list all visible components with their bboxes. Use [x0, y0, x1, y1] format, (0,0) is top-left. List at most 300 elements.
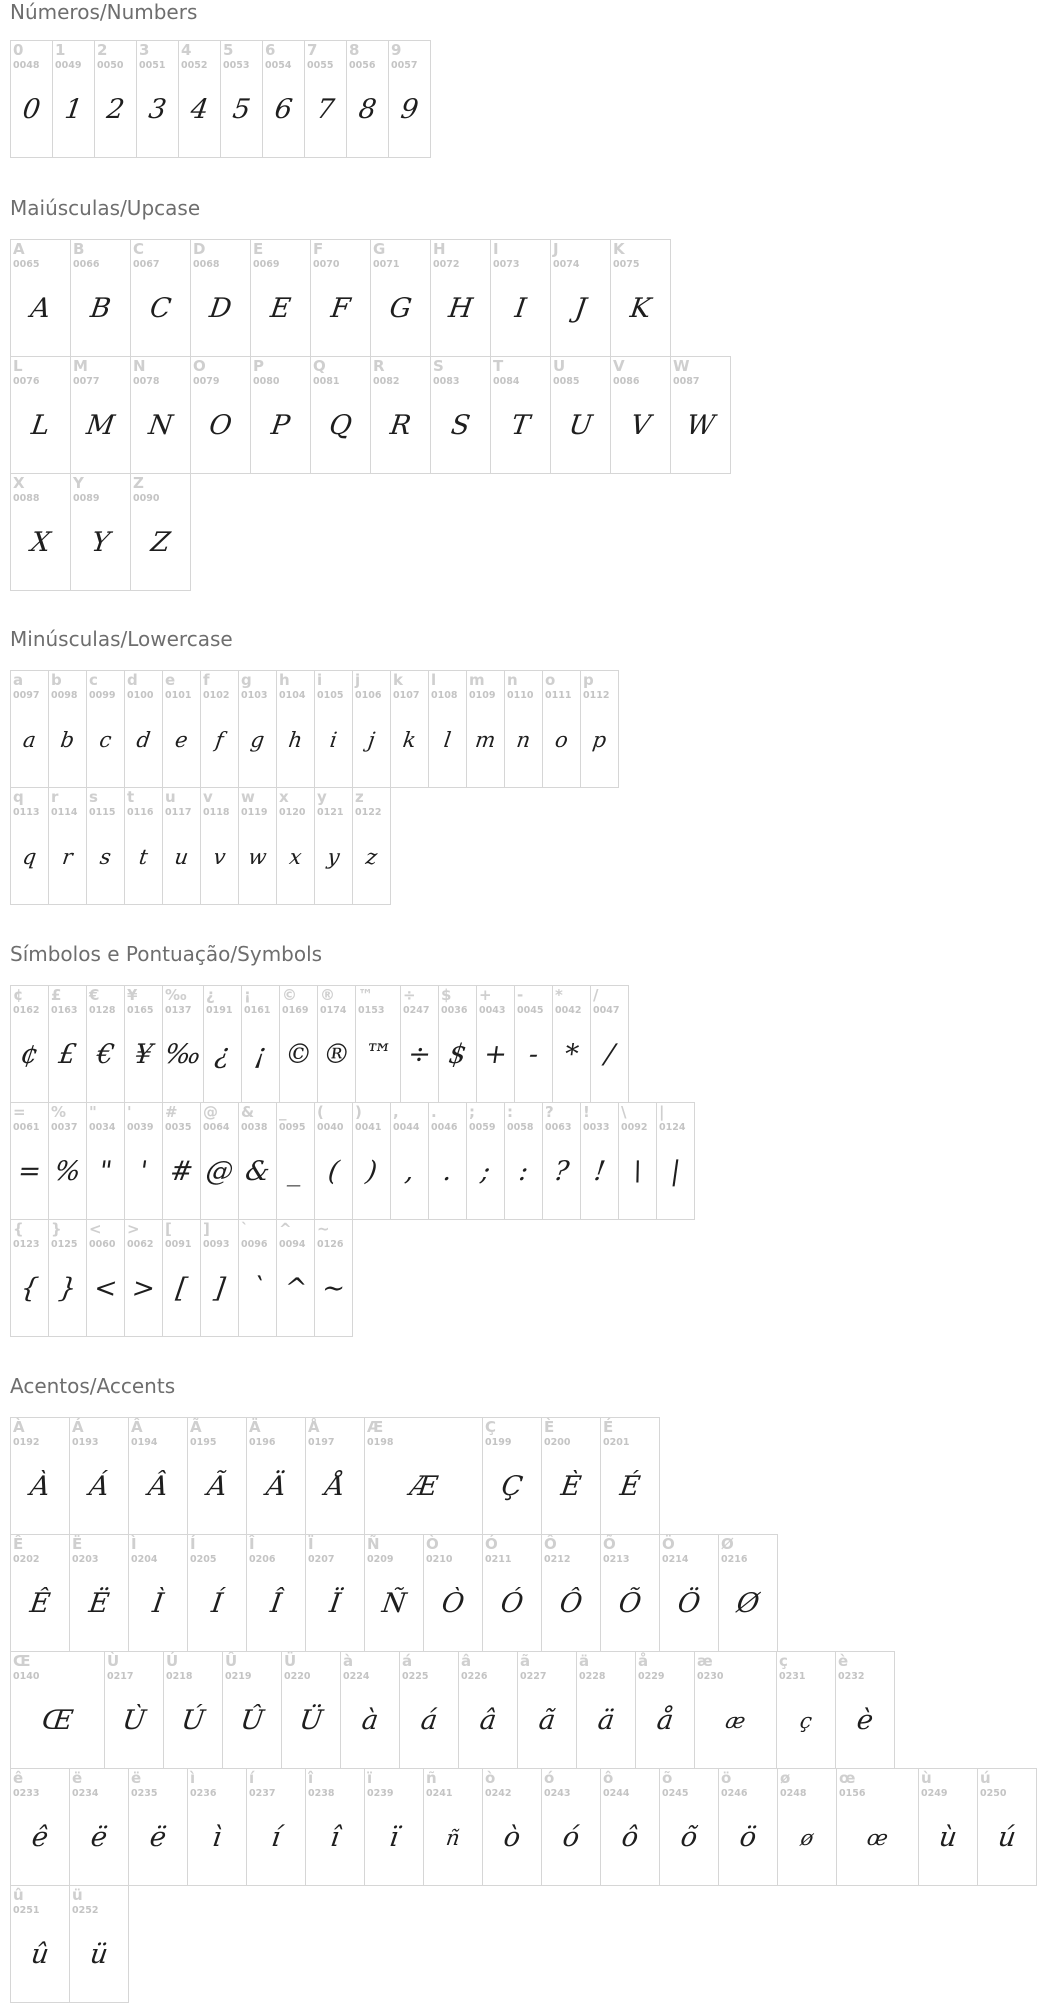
glyph-code: 0165	[127, 1005, 154, 1016]
glyph-code: 0241	[426, 1788, 453, 1799]
glyph-cell	[10, 1768, 70, 1886]
glyph-sample: ¥	[132, 1039, 155, 1070]
glyph-cell	[918, 1768, 978, 1886]
glyph-code: 0079	[193, 376, 220, 387]
glyph-code: 0038	[241, 1122, 268, 1133]
glyph-code: 0048	[13, 60, 40, 71]
glyph-label: Ê	[13, 1535, 24, 1553]
glyph-sample: :	[516, 1156, 531, 1187]
glyph-code: 0058	[507, 1122, 534, 1133]
glyph-sample: H	[446, 293, 475, 324]
glyph-label: r	[51, 788, 59, 806]
glyph-code: 0228	[579, 1671, 606, 1682]
glyph-cell	[399, 1651, 459, 1769]
glyph-sample: â	[477, 1705, 499, 1736]
glyph-code: 0192	[13, 1437, 40, 1448]
glyph-sample: x	[287, 845, 304, 869]
glyph-code: 0218	[166, 1671, 193, 1682]
glyph-cell	[200, 787, 239, 905]
glyph-label: F	[313, 240, 324, 258]
glyph-sample: l	[442, 728, 453, 752]
glyph-cell	[314, 787, 353, 905]
glyph-sample: ö	[737, 1822, 759, 1853]
glyph-sample: Û	[238, 1705, 266, 1736]
glyph-code: 0101	[165, 690, 192, 701]
glyph-code: 0042	[555, 1005, 582, 1016]
glyph-sample: 0	[20, 94, 43, 125]
glyph-code: 0225	[402, 1671, 429, 1682]
glyph-cell	[576, 1651, 636, 1769]
glyph-sample: ÷	[406, 1039, 434, 1070]
glyph-label: O	[193, 357, 206, 375]
glyph-sample: À	[28, 1471, 52, 1502]
glyph-cell	[136, 40, 179, 158]
glyph-code: 0115	[89, 807, 116, 818]
glyph-cell	[977, 1768, 1037, 1886]
glyph-label: s	[89, 788, 98, 806]
glyph-label: N	[133, 357, 146, 375]
glyph-sample: m	[473, 728, 498, 752]
glyph-sample: F	[329, 293, 353, 324]
glyph-code: 0202	[13, 1554, 40, 1565]
glyph-sample: d	[135, 728, 152, 752]
glyph-label: 5	[223, 41, 234, 59]
glyph-code: 0072	[433, 259, 460, 270]
glyph-code: 0074	[553, 259, 580, 270]
glyph-label: ~	[317, 1220, 330, 1238]
glyph-sample: Ö	[675, 1588, 703, 1619]
glyph-sample: i	[328, 728, 339, 752]
glyph-code: 0064	[203, 1122, 230, 1133]
glyph-code: 0217	[107, 1671, 134, 1682]
glyph-cell	[162, 787, 201, 905]
glyph-label: }	[51, 1220, 62, 1238]
glyph-sample: ì	[210, 1822, 224, 1853]
glyph-code: 0071	[373, 259, 400, 270]
glyph-label: 8	[349, 41, 360, 59]
glyph-label: P	[253, 357, 264, 375]
glyph-code: 0067	[133, 259, 160, 270]
glyph-cell	[162, 1102, 201, 1220]
glyph-code: 0229	[638, 1671, 665, 1682]
glyph-sample: o	[553, 728, 570, 752]
glyph-code: 0204	[131, 1554, 158, 1565]
glyph-row	[10, 1885, 128, 2003]
glyph-sample: 4	[188, 94, 211, 125]
glyph-sample: t	[137, 845, 150, 869]
glyph-label: è	[838, 1652, 849, 1670]
glyph-label: %	[51, 1103, 67, 1121]
glyph-code: 0073	[493, 259, 520, 270]
glyph-sample: ã	[536, 1705, 558, 1736]
glyph-cell	[635, 1651, 695, 1769]
glyph-code: 0125	[51, 1239, 78, 1250]
glyph-code: 0224	[343, 1671, 370, 1682]
glyph-code: 0226	[461, 1671, 488, 1682]
glyph-label: T	[493, 357, 504, 375]
glyph-sample: Ø	[734, 1588, 762, 1619]
glyph-cell	[550, 239, 611, 357]
glyph-row	[10, 985, 628, 1103]
glyph-code: 0049	[55, 60, 82, 71]
glyph-cell	[10, 1417, 70, 1535]
glyph-cell	[580, 670, 619, 788]
glyph-code: 0086	[613, 376, 640, 387]
glyph-code: 0105	[317, 690, 344, 701]
glyph-cell	[48, 1219, 87, 1337]
glyph-sample: 8	[356, 94, 379, 125]
glyph-sample: ¢	[18, 1039, 41, 1070]
glyph-cell	[10, 473, 71, 591]
glyph-cell	[346, 40, 389, 158]
glyph-label: ã	[520, 1652, 531, 1670]
glyph-label: m	[469, 671, 485, 689]
glyph-label: i	[317, 671, 323, 689]
glyph-cell	[238, 787, 277, 905]
glyph-sample: õ	[678, 1822, 700, 1853]
glyph-row	[10, 1417, 659, 1535]
glyph-label: û	[13, 1886, 24, 1904]
section-title: Minúsculas/Lowercase	[10, 627, 233, 651]
glyph-sample: ~	[320, 1273, 348, 1304]
glyph-cell	[552, 985, 591, 1103]
glyph-label: `	[241, 1220, 249, 1238]
glyph-code: 0212	[544, 1554, 571, 1565]
glyph-label: c	[89, 671, 98, 689]
glyph-label: ó	[544, 1769, 555, 1787]
glyph-cell	[305, 1534, 365, 1652]
glyph-code: 0227	[520, 1671, 547, 1682]
glyph-sample: ó	[560, 1822, 582, 1853]
glyph-cell	[124, 787, 163, 905]
glyph-code: 0098	[51, 690, 78, 701]
glyph-label: õ	[662, 1769, 673, 1787]
glyph-cell	[10, 1219, 49, 1337]
glyph-sample: W	[684, 410, 717, 441]
glyph-label: 2	[97, 41, 108, 59]
glyph-sample: Ì	[150, 1588, 166, 1619]
glyph-code: 0093	[203, 1239, 230, 1250]
glyph-cell	[124, 670, 163, 788]
glyph-code: 0046	[431, 1122, 458, 1133]
glyph-code: 0036	[441, 1005, 468, 1016]
glyph-sample: z	[364, 845, 379, 869]
glyph-label: A	[13, 240, 25, 258]
glyph-label: ;	[469, 1103, 475, 1121]
glyph-sample: p	[591, 728, 608, 752]
glyph-label: ©	[282, 986, 297, 1004]
glyph-cell	[48, 787, 87, 905]
glyph-label: ú	[980, 1769, 991, 1787]
glyph-cell	[10, 985, 49, 1103]
glyph-cell	[104, 1651, 164, 1769]
glyph-label: ê	[13, 1769, 24, 1787]
glyph-row	[10, 1219, 352, 1337]
glyph-sample: Ê	[28, 1588, 53, 1619]
glyph-sample: q	[21, 845, 38, 869]
glyph-cell	[10, 670, 49, 788]
glyph-sample: G	[387, 293, 414, 324]
glyph-sample: -	[526, 1039, 541, 1070]
glyph-code: 0051	[139, 60, 166, 71]
glyph-label: Æ	[367, 1418, 384, 1436]
glyph-sample: #	[168, 1156, 196, 1187]
glyph-code: 0246	[721, 1788, 748, 1799]
glyph-sample: Æ	[407, 1471, 440, 1502]
glyph-label: C	[133, 240, 145, 258]
glyph-cell	[163, 1651, 223, 1769]
glyph-label: U	[553, 357, 566, 375]
glyph-cell	[310, 239, 371, 357]
glyph-code: 0075	[613, 259, 640, 270]
glyph-label: 4	[181, 41, 192, 59]
glyph-cell	[276, 787, 315, 905]
glyph-label: ì	[190, 1769, 196, 1787]
glyph-code: 0103	[241, 690, 268, 701]
glyph-row	[10, 1534, 777, 1652]
glyph-sample: R	[388, 410, 413, 441]
glyph-sample: <	[92, 1273, 120, 1304]
glyph-cell	[48, 985, 87, 1103]
glyph-label: |	[659, 1103, 665, 1121]
glyph-cell	[70, 473, 131, 591]
glyph-code: 0121	[317, 807, 344, 818]
glyph-sample: ë	[147, 1822, 169, 1853]
glyph-code: 0052	[181, 60, 208, 71]
glyph-sample: ø	[798, 1826, 816, 1850]
glyph-code: 0194	[131, 1437, 158, 1448]
glyph-cell	[276, 1219, 315, 1337]
glyph-sample: É	[618, 1471, 643, 1502]
glyph-code: 0108	[431, 690, 458, 701]
glyph-sample: è	[854, 1705, 876, 1736]
glyph-label: J	[553, 240, 559, 258]
glyph-code: 0252	[72, 1905, 99, 1916]
glyph-code: 0193	[72, 1437, 99, 1448]
glyph-code: 0237	[249, 1788, 276, 1799]
glyph-cell	[694, 1651, 777, 1769]
glyph-sample: [	[174, 1273, 190, 1304]
glyph-code: 0244	[603, 1788, 630, 1799]
glyph-label: @	[203, 1103, 218, 1121]
glyph-sample: e	[173, 728, 190, 752]
glyph-code: 0248	[780, 1788, 807, 1799]
glyph-code: 0243	[544, 1788, 571, 1799]
glyph-label: ü	[72, 1886, 83, 1904]
glyph-code: 0102	[203, 690, 230, 701]
glyph-label: Ç	[485, 1418, 497, 1436]
glyph-cell	[52, 40, 95, 158]
glyph-cell	[610, 356, 671, 474]
glyph-sample: J	[572, 293, 589, 324]
glyph-cell	[86, 1102, 125, 1220]
glyph-code: 0201	[603, 1437, 630, 1448]
glyph-label: &	[241, 1103, 255, 1121]
glyph-cell	[600, 1417, 660, 1535]
glyph-sample: È	[559, 1471, 584, 1502]
glyph-sample: å	[654, 1705, 676, 1736]
glyph-label: Q	[313, 357, 326, 375]
glyph-code: 0082	[373, 376, 400, 387]
glyph-label: ï	[367, 1769, 373, 1787]
glyph-sample: ^	[282, 1273, 310, 1304]
glyph-label: I	[493, 240, 499, 258]
glyph-cell	[222, 1651, 282, 1769]
glyph-label: #	[165, 1103, 178, 1121]
glyph-code: 0198	[367, 1437, 394, 1448]
glyph-cell	[352, 670, 391, 788]
glyph-code: 0213	[603, 1554, 630, 1565]
glyph-label: ù	[921, 1769, 932, 1787]
glyph-code: 0111	[545, 690, 572, 701]
glyph-cell	[600, 1534, 660, 1652]
glyph-code: 0251	[13, 1905, 40, 1916]
glyph-code: 0040	[317, 1122, 344, 1133]
glyph-label: -	[517, 986, 524, 1004]
glyph-code: 0044	[393, 1122, 420, 1133]
glyph-cell	[466, 1102, 505, 1220]
glyph-code: 0106	[355, 690, 382, 701]
glyph-row	[10, 356, 730, 474]
glyph-cell	[364, 1534, 424, 1652]
glyph-cell	[305, 1417, 365, 1535]
glyph-sample: á	[418, 1705, 440, 1736]
glyph-label: (	[317, 1103, 324, 1121]
glyph-label: x	[279, 788, 289, 806]
glyph-label: X	[13, 474, 25, 492]
glyph-label: ë	[72, 1769, 83, 1787]
glyph-sample: í	[269, 1822, 283, 1853]
glyph-label: Ô	[544, 1535, 557, 1553]
glyph-code: 0210	[426, 1554, 453, 1565]
glyph-label: D	[193, 240, 206, 258]
glyph-cell	[178, 40, 221, 158]
glyph-code: 0207	[308, 1554, 335, 1565]
glyph-code: 0162	[13, 1005, 40, 1016]
glyph-code: 0063	[545, 1122, 572, 1133]
glyph-sample: ]	[212, 1273, 228, 1304]
glyph-code: 0033	[583, 1122, 610, 1133]
glyph-label: W	[673, 357, 690, 375]
glyph-sample: *	[562, 1039, 581, 1070]
glyph-code: 0089	[73, 493, 100, 504]
glyph-label: +	[479, 986, 492, 1004]
glyph-sample: (	[326, 1156, 342, 1187]
glyph-sample: œ	[865, 1826, 890, 1850]
glyph-cell	[187, 1768, 247, 1886]
glyph-cell	[514, 985, 553, 1103]
glyph-code: 0232	[838, 1671, 865, 1682]
glyph-cell	[130, 239, 191, 357]
glyph-label: æ	[697, 1652, 713, 1670]
glyph-cell	[69, 1768, 129, 1886]
glyph-sample: T	[509, 410, 532, 441]
glyph-code: 0123	[13, 1239, 40, 1250]
glyph-code: 0059	[469, 1122, 496, 1133]
glyph-code: 0156	[839, 1788, 866, 1799]
glyph-label: E	[253, 240, 264, 258]
glyph-sample: æ	[723, 1709, 748, 1733]
glyph-label: ‰	[165, 986, 187, 1004]
glyph-cell	[490, 356, 551, 474]
glyph-code: 0078	[133, 376, 160, 387]
glyph-sample: L	[29, 410, 52, 441]
glyph-code: 0118	[203, 807, 230, 818]
glyph-sample: D	[207, 293, 234, 324]
glyph-cell	[476, 985, 515, 1103]
glyph-label: á	[402, 1652, 413, 1670]
glyph-code: 0124	[659, 1122, 686, 1133]
glyph-cell	[190, 239, 251, 357]
glyph-label: €	[89, 986, 100, 1004]
glyph-cell	[659, 1768, 719, 1886]
glyph-sample: Ó	[498, 1588, 526, 1619]
glyph-cell	[250, 356, 311, 474]
glyph-label: o	[545, 671, 556, 689]
glyph-label: y	[317, 788, 327, 806]
glyph-code: 0053	[223, 60, 250, 71]
glyph-cell	[458, 1651, 518, 1769]
glyph-code: 0120	[279, 807, 306, 818]
glyph-sample: Á	[87, 1471, 111, 1502]
glyph-cell	[550, 356, 611, 474]
glyph-cell	[238, 1102, 277, 1220]
glyph-cell	[580, 1102, 619, 1220]
glyph-label: "	[89, 1103, 97, 1121]
glyph-sample: \	[630, 1156, 645, 1187]
glyph-label: \	[621, 1103, 627, 1121]
glyph-sample: =	[16, 1156, 44, 1187]
glyph-cell	[162, 985, 204, 1103]
glyph-cell	[162, 1219, 201, 1337]
glyph-cell	[128, 1768, 188, 1886]
glyph-label: v	[203, 788, 213, 806]
glyph-code: 0035	[165, 1122, 192, 1133]
glyph-label: Í	[190, 1535, 196, 1553]
glyph-sample: %	[52, 1156, 83, 1187]
glyph-label: L	[13, 357, 23, 375]
glyph-label: Á	[72, 1418, 84, 1436]
glyph-cell	[504, 1102, 543, 1220]
glyph-code: 0055	[307, 60, 334, 71]
glyph-label: Ó	[485, 1535, 498, 1553]
glyph-sample: E	[268, 293, 293, 324]
glyph-label: î	[308, 1769, 314, 1787]
section-title: Acentos/Accents	[10, 1374, 176, 1398]
glyph-label: Y	[73, 474, 84, 492]
glyph-cell	[48, 670, 87, 788]
glyph-sample: î	[328, 1822, 342, 1853]
glyph-sample: Y	[89, 527, 112, 558]
glyph-sample: X	[28, 527, 53, 558]
glyph-label: >	[127, 1220, 140, 1238]
glyph-cell	[10, 1651, 105, 1769]
glyph-code: 0070	[313, 259, 340, 270]
glyph-sample: A	[28, 293, 53, 324]
glyph-sample: ç	[798, 1709, 814, 1733]
glyph-code: 0068	[193, 259, 220, 270]
glyph-label: Ñ	[367, 1535, 380, 1553]
glyph-code: 0037	[51, 1122, 78, 1133]
glyph-cell	[400, 985, 439, 1103]
glyph-code: 0153	[358, 1005, 385, 1016]
glyph-code: 0205	[190, 1554, 217, 1565]
glyph-label: ä	[579, 1652, 590, 1670]
glyph-cell	[541, 1534, 601, 1652]
glyph-label: 3	[139, 41, 150, 59]
glyph-cell	[430, 239, 491, 357]
glyph-label: [	[165, 1220, 172, 1238]
